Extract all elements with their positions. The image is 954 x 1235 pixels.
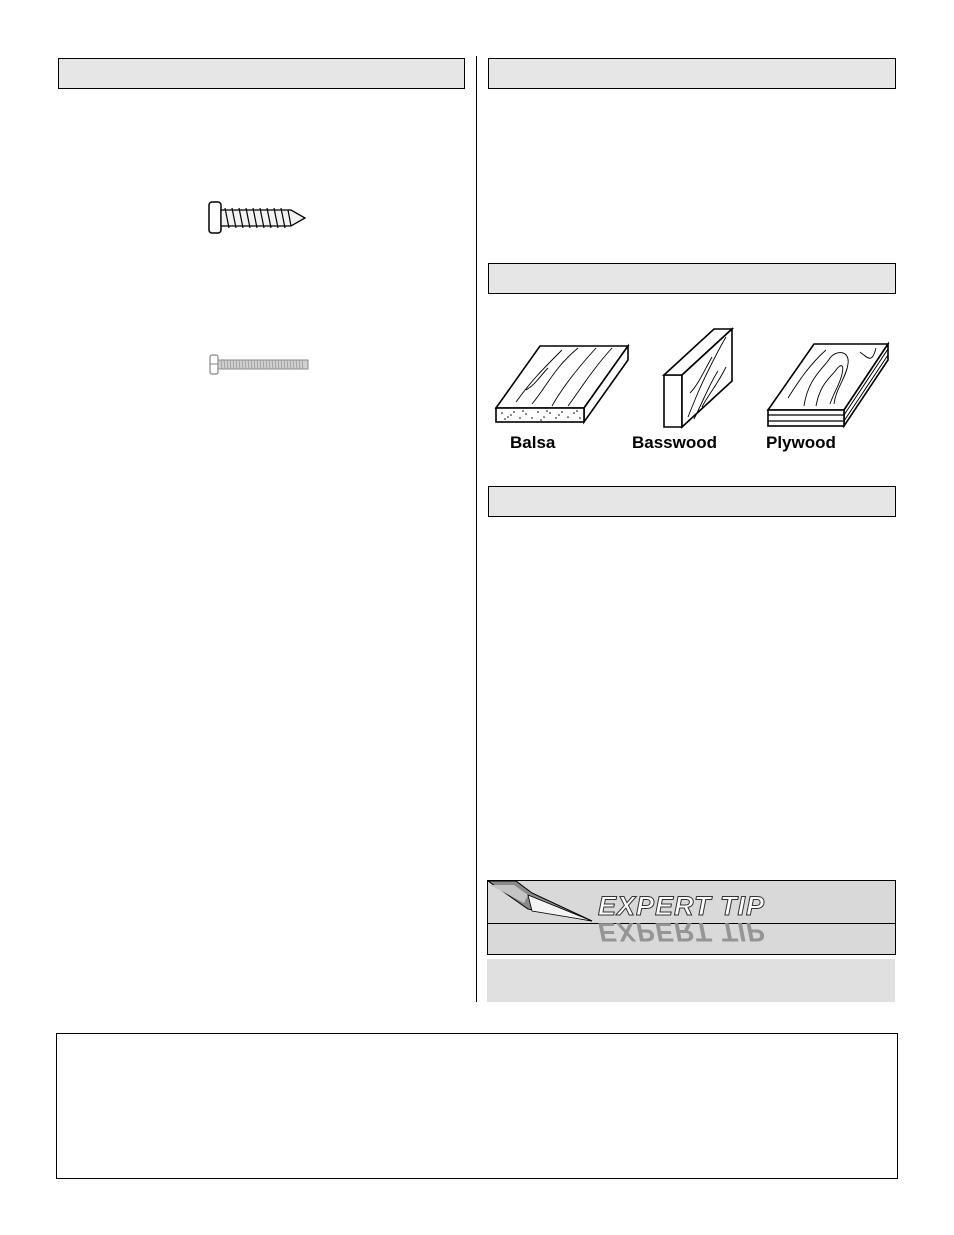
sheet-metal-screw-icon: [205, 200, 309, 236]
plywood-label: Plywood: [766, 433, 836, 452]
expert-tip-body: [487, 959, 895, 1002]
basswood-stick-icon: [660, 327, 738, 431]
machine-screw-icon: [207, 353, 311, 377]
balsa-label: Balsa: [510, 433, 556, 452]
expert-tip-banner: [487, 880, 896, 955]
bottom-note-box: [56, 1033, 898, 1179]
expert-tip-reflection: EXPERT TIP: [598, 917, 766, 947]
balsa-sheet-icon: [492, 340, 632, 428]
expert-tip-title: EXPERT TIP: [598, 891, 766, 921]
column-divider: [476, 56, 477, 1002]
right-lower-section-header: [488, 486, 896, 517]
basswood-label: Basswood: [632, 433, 718, 452]
wood-types-section-header: [488, 263, 896, 294]
left-section-header: [58, 58, 465, 89]
plywood-sheet-icon: [764, 338, 892, 430]
right-top-section-header: [488, 58, 896, 89]
